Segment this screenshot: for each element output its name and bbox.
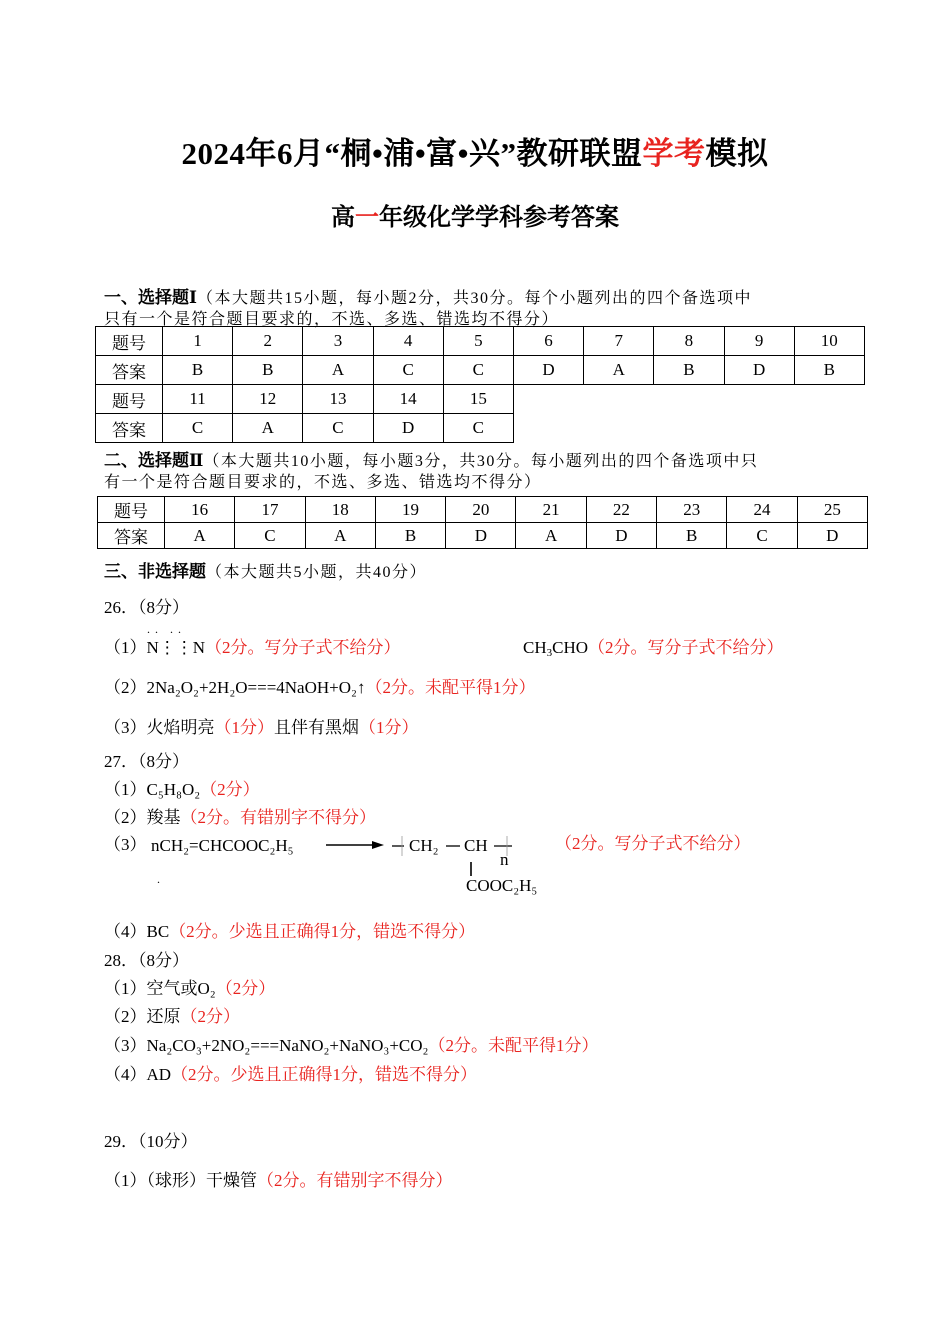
part-label: （2）	[104, 1007, 147, 1026]
table-cell: 9	[724, 327, 794, 356]
table-cell: 20	[446, 497, 516, 523]
stray-dot: .	[157, 872, 160, 886]
table-cell: 6	[513, 327, 583, 356]
polymer-n: n	[500, 850, 509, 869]
q28-part2	[104, 1002, 240, 1027]
title-text-end: 模拟	[705, 136, 769, 171]
part-label: （1）	[104, 780, 147, 799]
table-cell: C	[727, 523, 797, 549]
q29-part1	[104, 1166, 453, 1191]
section1-title: 一、选择题Ⅰ	[104, 288, 197, 307]
table-cell: 1	[163, 327, 233, 356]
empty-area	[513, 385, 864, 414]
table-cell: A	[233, 414, 303, 443]
table-cell: 2	[233, 327, 303, 356]
row-label-answer: 答案	[96, 356, 163, 385]
table-row	[98, 523, 868, 549]
table-cell: B	[657, 523, 727, 549]
answer-text: AD	[146, 1065, 172, 1084]
q26-part1b	[523, 633, 784, 659]
q26-part3	[104, 713, 419, 738]
table-cell: B	[375, 523, 445, 549]
part-label: （2）	[104, 808, 147, 827]
section2-note-line2: 有一个是符合题目要求的，不选、多选、错选均不得分）	[104, 474, 542, 491]
subtitle-text-end: 年级化学学科参考答案	[379, 205, 619, 231]
section1-note-line1: （本大题共15小题，每小题2分，共30分。每个小题列出的四个备选项中	[196, 290, 752, 307]
part-label: （1）	[104, 1171, 147, 1190]
formula-text: CH	[523, 638, 547, 657]
table-cell: 8	[654, 327, 724, 356]
score-note: （1分）	[214, 718, 274, 737]
score-note: （2分。有错别字不得分）	[257, 1171, 453, 1190]
table-cell: 12	[233, 385, 303, 414]
table-cell: 14	[373, 385, 443, 414]
table-cell: C	[235, 523, 305, 549]
formula-subscript: 3	[546, 647, 553, 659]
row-label-answer: 答案	[98, 523, 165, 549]
table-cell: D	[373, 414, 443, 443]
section1-heading	[104, 283, 752, 308]
q26-header: 26．（8分）	[104, 598, 189, 617]
q28-part4	[104, 1060, 477, 1085]
part-label: （4）	[104, 922, 147, 941]
empty-area	[513, 414, 864, 443]
section3-heading	[104, 557, 427, 582]
table-cell: D	[513, 356, 583, 385]
table-cell: 3	[303, 327, 373, 356]
q27-part4	[104, 917, 475, 942]
table-cell: 23	[657, 497, 727, 523]
section2-heading	[104, 446, 758, 471]
n2-formula: N⋮⋮N	[146, 638, 206, 657]
chemical-equation: Na₂CO₃+2NO₂===NaNO₂+NaNO₃+CO₂	[146, 1036, 429, 1055]
table-cell: B	[163, 356, 233, 385]
section2-title: 二、选择题Ⅱ	[104, 451, 204, 470]
score-note: （2分。写分子式不给分）	[555, 834, 751, 853]
answer-text: 还原	[146, 1007, 181, 1026]
table-cell: A	[584, 356, 654, 385]
q27-header: 27．（8分）	[104, 752, 189, 771]
table-cell: D	[586, 523, 656, 549]
q28-part1	[104, 974, 275, 999]
table-cell: 7	[584, 327, 654, 356]
table-cell: D	[797, 523, 867, 549]
table-cell: 22	[586, 497, 656, 523]
table-row	[96, 385, 865, 414]
ch-group: CH	[464, 836, 488, 855]
table-row	[96, 356, 865, 385]
n2-electron-formula	[146, 625, 206, 658]
part-label: （3）	[104, 1036, 147, 1055]
q27-part2	[104, 803, 376, 828]
score-note: （2分。未配平得1分）	[365, 678, 536, 697]
table-cell: 18	[305, 497, 375, 523]
table-cell: B	[233, 356, 303, 385]
answer-text: 火焰明亮	[146, 718, 215, 737]
part-label: （1）	[104, 638, 147, 657]
score-note: （2分）	[215, 979, 276, 998]
score-note: （2分。写分子式不给分）	[205, 638, 401, 657]
section2-note-line1: （本大题共10小题，每小题3分，共30分。每小题列出的四个备选项中只	[203, 453, 759, 470]
ester-sidechain: COOC₂H₅	[466, 876, 538, 895]
part-label: （3）	[104, 718, 147, 737]
subtitle-highlight: 一	[355, 205, 379, 231]
section3-note: （本大题共5小题，共40分）	[206, 564, 428, 581]
table-cell: 19	[375, 497, 445, 523]
row-label-answer: 答案	[96, 414, 163, 443]
arrow-head	[372, 841, 384, 849]
section2-answer-table	[97, 496, 868, 549]
answer-text: C₅H₈O₂	[146, 780, 201, 799]
score-note: （2分）	[180, 1007, 240, 1026]
table-row	[98, 497, 868, 523]
score-note: （2分。写分子式不给分）	[588, 638, 784, 657]
answer-text: 且伴有黑烟	[274, 718, 359, 737]
section3-title: 三、非选择题	[104, 562, 206, 581]
score-note: （1分）	[359, 718, 419, 737]
table-cell: 5	[443, 327, 513, 356]
score-note: （2分。少选且正确得1分，错选不得分）	[169, 922, 476, 941]
page-subtitle	[0, 197, 950, 232]
reactant-formula: nCH₂=CHCOOC₂H₅	[151, 836, 294, 855]
q27-part1	[104, 775, 260, 800]
row-label-question: 题号	[96, 385, 163, 414]
score-note: （2分。未配平得1分）	[428, 1036, 599, 1055]
table-cell: 21	[516, 497, 586, 523]
score-note: （2分）	[200, 780, 260, 799]
table-cell: A	[165, 523, 235, 549]
table-cell: C	[443, 414, 513, 443]
table-cell: C	[373, 356, 443, 385]
answer-text: 羧基	[146, 808, 181, 827]
table-cell: 10	[794, 327, 864, 356]
q26-part1	[104, 625, 401, 658]
table-cell: D	[724, 356, 794, 385]
row-label-question: 题号	[98, 497, 165, 523]
q29-header: 29．（10分）	[104, 1132, 198, 1151]
table-cell: D	[446, 523, 516, 549]
table-cell: 4	[373, 327, 443, 356]
table-row	[96, 414, 865, 443]
table-cell: C	[163, 414, 233, 443]
part-label: （1）	[104, 979, 147, 998]
table-cell: 13	[303, 385, 373, 414]
answer-text: BC	[146, 922, 170, 941]
table-row	[96, 327, 865, 356]
title-highlight: 学考	[642, 136, 706, 171]
lone-pair-dots: ·· ··	[146, 625, 186, 639]
table-cell: 24	[727, 497, 797, 523]
subtitle-text: 高	[331, 205, 355, 231]
table-cell: 17	[235, 497, 305, 523]
part-label: （2）	[104, 678, 147, 697]
section1-answer-table	[95, 326, 865, 443]
q27-part3-label: （3）	[104, 835, 147, 854]
table-cell: C	[443, 356, 513, 385]
ch2-group: CH₂	[409, 836, 439, 855]
q28-part3	[104, 1031, 598, 1056]
score-note: （2分。少选且正确得1分，错选不得分）	[171, 1065, 478, 1084]
q28-header: 28．（8分）	[104, 951, 189, 970]
table-cell: 11	[163, 385, 233, 414]
answer-text: 空气或O₂	[146, 979, 216, 998]
formula-text-end: CHO	[552, 638, 589, 657]
page-title	[0, 128, 950, 173]
table-cell: 15	[443, 385, 513, 414]
score-note: （2分。有错别字不得分）	[180, 808, 376, 827]
table-cell: A	[303, 356, 373, 385]
q26-part2	[104, 673, 535, 698]
table-cell: B	[654, 356, 724, 385]
table-cell: C	[303, 414, 373, 443]
part-label: （4）	[104, 1065, 147, 1084]
row-label-question: 题号	[96, 327, 163, 356]
table-cell: A	[305, 523, 375, 549]
table-cell: 16	[165, 497, 235, 523]
table-cell: 25	[797, 497, 867, 523]
chemical-equation: 2Na₂O₂+2H₂O===4NaOH+O₂↑	[146, 678, 366, 697]
section1-note-line2: 只有一个是符合题目要求的，不选、多选、错选均不得分）	[104, 311, 560, 328]
answer-text: （球形）干燥管	[146, 1171, 257, 1190]
title-text: 2024年6月“桐•浦•富•兴”教研联盟	[181, 136, 643, 171]
table-cell: B	[794, 356, 864, 385]
table-cell: A	[516, 523, 586, 549]
